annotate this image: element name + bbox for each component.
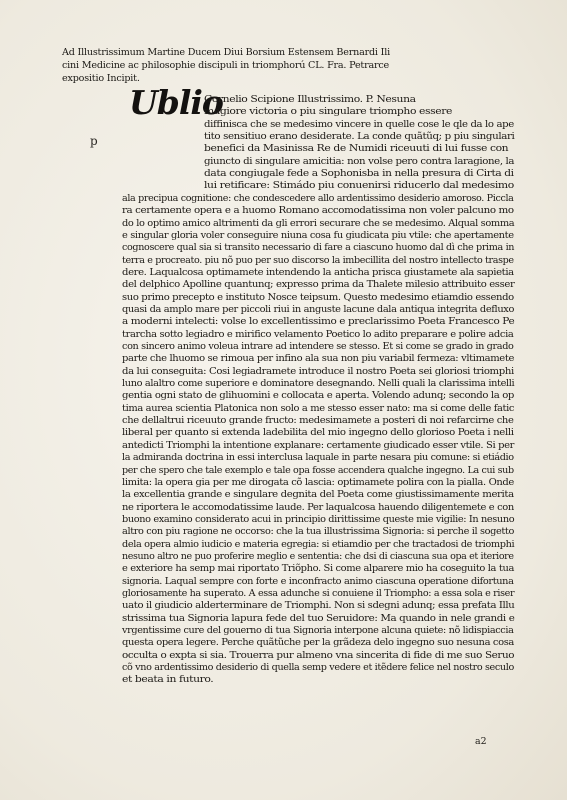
text-line: a moderni intelecti: volse lo excellentissimo e preclarissimo Poeta Francesco Pe bbox=[122, 316, 515, 328]
text-line: giuncto di singulare amicitia: non volse pero contra laragione, la bbox=[204, 155, 515, 167]
text-line: nesuno altro ne puo proferire meglio e sententia: che dsi di ciascuna sua opa et iteriore bbox=[122, 550, 514, 562]
text-line: tito sensitiuo erano desiderate. La conde quãtũq; p piu singulari bbox=[204, 131, 515, 143]
text-line: data congiugale fede a Sophonisba in nella presura di Cirta di bbox=[204, 168, 514, 180]
text-line: tima aurea scientia Platonica non solo a me stesso esser nato: ma si come delle fatic bbox=[122, 402, 515, 414]
heading-line: Ad Illustrissimum Martine Ducem Diui Borsium Estensem Bernardi Ili bbox=[62, 47, 390, 58]
foliation: a2 bbox=[475, 736, 487, 747]
text-line: da lui conseguita: Cosi legiadramete introduce il nostro Poeta sei gloriosi triomphi bbox=[122, 365, 514, 377]
text-line: con sincero animo voleua intrare ad intendere se stesso. Et si come se grado in grado bbox=[122, 341, 514, 352]
text-line: altro con piu ragione ne occorso: che la tua illustrissima Signoria: si perche il sogetto bbox=[122, 526, 514, 538]
text-line: Cornelio Scipione Illustrissimo. P. Nesuna bbox=[204, 94, 416, 105]
text-line: ne riportera le accomodatissime laude. Per laqualcosa hauendo diligentemete e con bbox=[122, 501, 514, 513]
heading-line: expositio Incipit. bbox=[62, 73, 140, 84]
text-line: diffinisca che se medesimo vincere in quelle cose le qle da lo ape bbox=[204, 118, 514, 130]
text-line: antedicti Triomphi la intentione explanare: certamente giudicado esser vtile. Si per bbox=[122, 439, 515, 451]
guide-letter: p bbox=[90, 134, 98, 148]
text-line: la admiranda doctrina in essi interclusa laquale in parte nesara piu comune: si etiádio bbox=[122, 452, 514, 464]
text-line: buono examino considerato acui in principio dirittissime queste mie vigilie: In nesuno bbox=[122, 513, 515, 525]
text-line: la excellentia grande e singulare degnita del Poeta come giustissimamente merita bbox=[122, 489, 514, 501]
text-line: e singular gloria voler conseguire niuna cosa fu giudicata piu vtile: che apertamente bbox=[122, 229, 514, 241]
text-line: quasi da amplo mare per piccoli riui in anguste lacune dala antiqua integrita defluxo bbox=[122, 303, 515, 315]
text-line: terra e procreato. piu nõ puo per suo discorso la imbecillita del nostro intellecto traspe bbox=[122, 254, 514, 266]
text-line: che dellaltrui riceuuto grande fructo: medesimamete a posteri di noi refarcirne che bbox=[122, 415, 514, 427]
text-line: suo primo precepto e instituto Nosce teipsum. Questo medesimo etiamdio essendo bbox=[122, 291, 514, 303]
text-line: trarcha sotto legiadro e mirifico velamento Poetico lo adito preparare e polire adcia bbox=[122, 328, 514, 340]
text-line: dere. Laqualcosa optimamete intendendo la anticha prisca giustamete ala sapietia bbox=[122, 266, 514, 278]
text-line: strissima tua Signoria lapura fede del tuo Seruidore: Ma quando in nele grandi e bbox=[122, 612, 515, 624]
incipit-heading bbox=[62, 46, 517, 85]
text-line: occulta o expta si sia. Trouerra pur almeno vna sincerita di fide di me suo Seruo bbox=[122, 649, 515, 661]
text-line: del delphico Apolline quantunq; expresso prima da Thalete milesio attribuito esser bbox=[122, 279, 515, 291]
text-line: lui retificare: Stimádo piu conuenirsi riducerlo dal medesimo bbox=[204, 180, 514, 192]
text-line: benefici da Masinissa Re de Numidi riceuuti di lui fusse con bbox=[204, 143, 509, 155]
heading-line: cini Medicine ac philosophie discipuli in triomphorú CL. Fra. Petrarce bbox=[62, 60, 390, 71]
text-line: dela opera almio iudicio e materia egregia: si etiamdio per che tractadosi de triomphi bbox=[122, 538, 515, 550]
text-line: luno alaltro come superiore e dominatore desegnando. Nelli quali la clarissima intelli bbox=[122, 378, 515, 390]
text-line: gentia ogni stato de glihuomini e collocata e aperta. Volendo adunq; secondo la op bbox=[122, 390, 515, 402]
text-line: vrgentissime cure del gouerno di tua Signoria interpone alcuna quiete: nõ lidispiaccia bbox=[122, 625, 514, 637]
text-line: et beata in futuro. bbox=[122, 674, 214, 686]
text-line: uato il giudicio alderterminare de Triomphi. Non si sdegni adunq; essa prefata Illu bbox=[122, 600, 515, 612]
text-line: ra certamente opera e a huomo Romano accomodatissima non voler palcuno mo bbox=[122, 205, 514, 217]
text-line: magiore victoria o piu singulare triompho essere bbox=[204, 106, 453, 118]
text-line: do lo optimo amico altrimenti da gli errori securare che se medesimo. Alqual somma bbox=[122, 217, 515, 229]
text-line: liberal per quanto si extenda ladebilita del mio ingegno dello glorioso Poeta i nelli bbox=[122, 427, 514, 439]
text-line: limita: la opera gia per me dirogata cõ lascia: optimamete polira con la pialla. Onde bbox=[122, 476, 514, 488]
text-line: parte che lhuomo se rimoua per infino ala sua non piu variabil fermeza: vltimamete bbox=[122, 353, 514, 365]
text-line: cõ vno ardentissimo desiderio di quella semp vedere et itẽdere felice nel nostro seculo bbox=[122, 662, 514, 674]
text-line: e exteriore ha semp mai riportato Triõpho. Si come alparere mio ha coseguito la tua bbox=[122, 563, 514, 575]
text-line: cognoscere qual sia si transito necessario di fare a ciascuno huomo dal dì che prima in bbox=[122, 242, 515, 254]
text-line: signoria. Laqual sempre con forte e inconfracto animo ciascuna operatione difortuna bbox=[122, 575, 514, 587]
text-line: ala precipua cognitione: che condescedere allo ardentissimo desiderio amoroso. Piccla bbox=[122, 192, 514, 204]
text-line: per che spero che tale exemplo e tale opa fosse accendera qualche ingegno. La cui sub bbox=[122, 464, 514, 476]
drop-capital: Ublio bbox=[129, 83, 223, 122]
text-line: gloriosamente ha superato. A essa adunche si conuiene il Triompho: a essa sola e riser bbox=[122, 588, 515, 599]
text-line: questa opera legere. Perche quãtũche per la grãdeza delo ingegno suo nesuna cosa bbox=[122, 637, 514, 649]
